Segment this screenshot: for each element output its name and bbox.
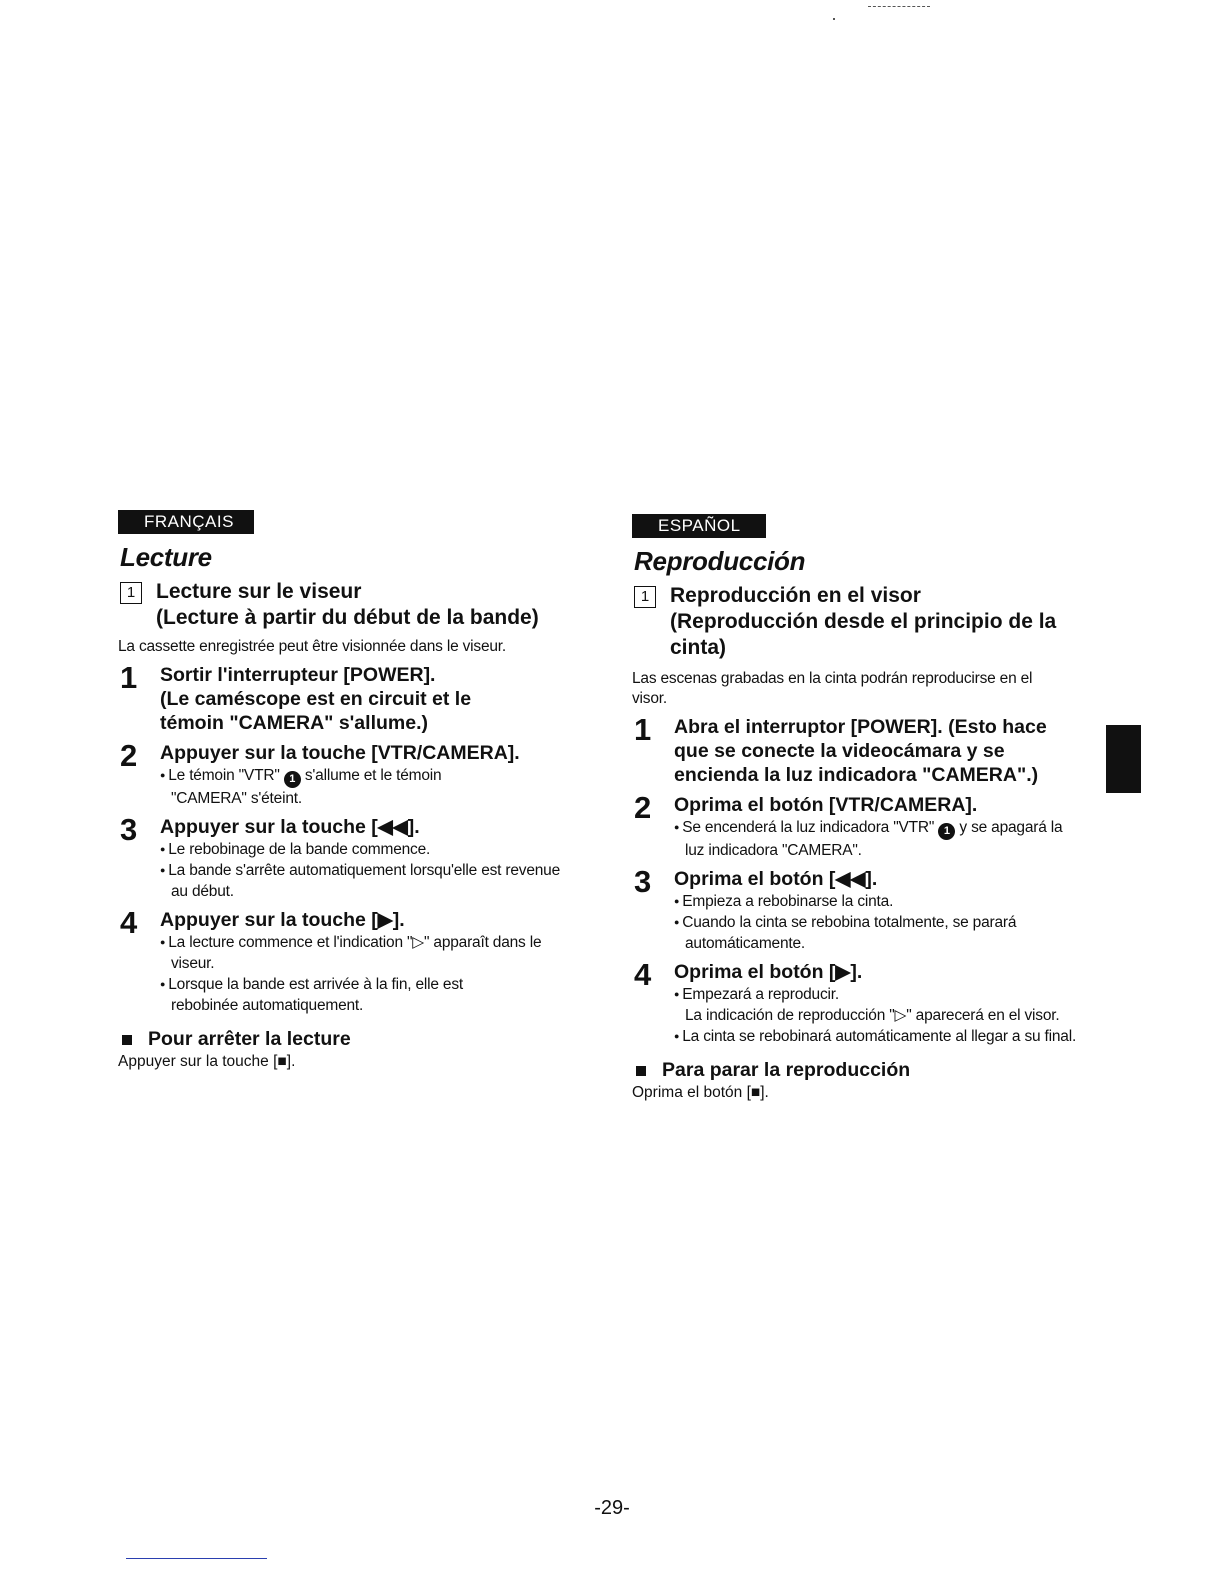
section-title-line-1: Lecture sur le viseur: [156, 580, 362, 603]
section-title-line-2: (Lecture à partir du début de la bande): [156, 606, 539, 629]
intro-text-fr: La cassette enregistrée peut être visionnée dans le viseur.: [118, 638, 506, 655]
french-column: [118, 510, 568, 1072]
indicator-1-icon: 1: [284, 771, 301, 788]
step-note: La indicación de reproducción "▷" aparecerá en el visor.: [685, 1007, 1060, 1024]
page-title-fr: Lecture: [120, 542, 212, 572]
stop-text-fr: Appuyer sur la touche [■].: [118, 1053, 296, 1070]
section-number-box: 1: [634, 586, 656, 608]
step-3-es: [632, 864, 1072, 954]
step-title: Sortir l'interrupteur [POWER]. (Le caméscope est en circuit et le témoin "CAMERA" s'allume.): [160, 664, 472, 734]
step-note: ● Empieza a rebobinarse la cinta.: [674, 891, 1075, 912]
step-title: Abra el interruptor [POWER]. (Esto hace que se conecte la videocámara y se encienda la luz indicadora "CAMERA".): [674, 716, 1047, 786]
step-note: ● La bande s'arrête automatiquement lorsqu'elle est revenue au début.: [160, 860, 561, 902]
step-note: ● Cuando la cinta se rebobina totalmente, se parará automáticamente.: [674, 912, 1075, 954]
step-number: 4: [634, 957, 652, 992]
step-number: 1: [120, 660, 138, 695]
step-title: Appuyer sur la touche [◀◀].: [160, 816, 420, 838]
indicator-1-icon: 1: [938, 823, 955, 840]
step-title: Oprima el botón [▶].: [674, 961, 863, 983]
step-1-fr: [118, 660, 568, 735]
bottom-rule: [126, 1558, 267, 1559]
step-number: 3: [120, 812, 138, 847]
step-note: ● Le rebobinage de la bande commence.: [160, 839, 568, 860]
section-heading-es: [632, 583, 1072, 661]
step-number: 2: [634, 790, 652, 825]
step-note: ● La lecture commence et l'indication "▷" apparaît dans le viseur.: [160, 932, 551, 974]
intro-text-es: Las escenas grabadas en la cinta podrán reproducirse en el visor.: [632, 670, 1033, 707]
section-title-line-2: (Reproducción desde el principio de la cinta): [670, 610, 1057, 659]
step-title: Appuyer sur la touche [▶].: [160, 909, 405, 931]
side-index-tab: [1106, 725, 1141, 793]
step-2-fr: [118, 738, 568, 809]
square-bullet-icon: [636, 1066, 646, 1076]
page-number: -29-: [594, 1497, 630, 1519]
section-number-box: 1: [120, 582, 142, 604]
step-number: 2: [120, 738, 138, 773]
square-bullet-icon: [122, 1035, 132, 1045]
step-title: Oprima el botón [VTR/CAMERA].: [674, 794, 978, 816]
step-1-es: [632, 712, 1072, 787]
spanish-column: [632, 514, 1077, 1103]
stop-title: Para parar la reproducción: [662, 1059, 911, 1081]
step-note: ● La cinta se rebobinará automáticamente al llegar a su final.: [674, 1026, 1080, 1047]
step-4-es: [632, 957, 1077, 1047]
page-title-es: Reproducción: [634, 546, 806, 576]
step-note: ● Se encenderá la luz indicadora "VTR" 1 y se apagará la luz indicadora "CAMERA".: [674, 817, 1065, 861]
step-2-es: [632, 790, 1072, 861]
section-heading-fr: [118, 579, 568, 631]
step-number: 1: [634, 712, 652, 747]
stop-text-es: Oprima el botón [■].: [632, 1084, 769, 1101]
stop-heading-fr: [118, 1028, 568, 1051]
step-title: Oprima el botón [◀◀].: [674, 868, 878, 890]
stop-title: Pour arrêter la lecture: [148, 1028, 351, 1050]
step-note: ● Le témoin "VTR" 1 s'allume et le témoin "CAMERA" s'éteint.: [160, 765, 501, 809]
step-4-fr: [118, 905, 568, 1016]
step-number: 4: [120, 905, 138, 940]
language-tag-fr: FRANÇAIS: [118, 510, 254, 534]
language-tag-es: ESPAÑOL: [632, 514, 766, 538]
top-scan-dot: [833, 18, 835, 20]
step-title: Appuyer sur la touche [VTR/CAMERA].: [160, 742, 520, 764]
top-scan-mark: [868, 6, 930, 7]
stop-heading-es: [632, 1059, 1072, 1082]
step-note: ● Lorsque la bande est arrivée à la fin, elle est rebobinée automatiquement.: [160, 974, 511, 1016]
step-number: 3: [634, 864, 652, 899]
section-title-line-1: Reproducción en el visor: [670, 584, 921, 607]
step-3-fr: [118, 812, 568, 902]
step-note: ● Empezará a reproducir.: [674, 984, 1080, 1005]
